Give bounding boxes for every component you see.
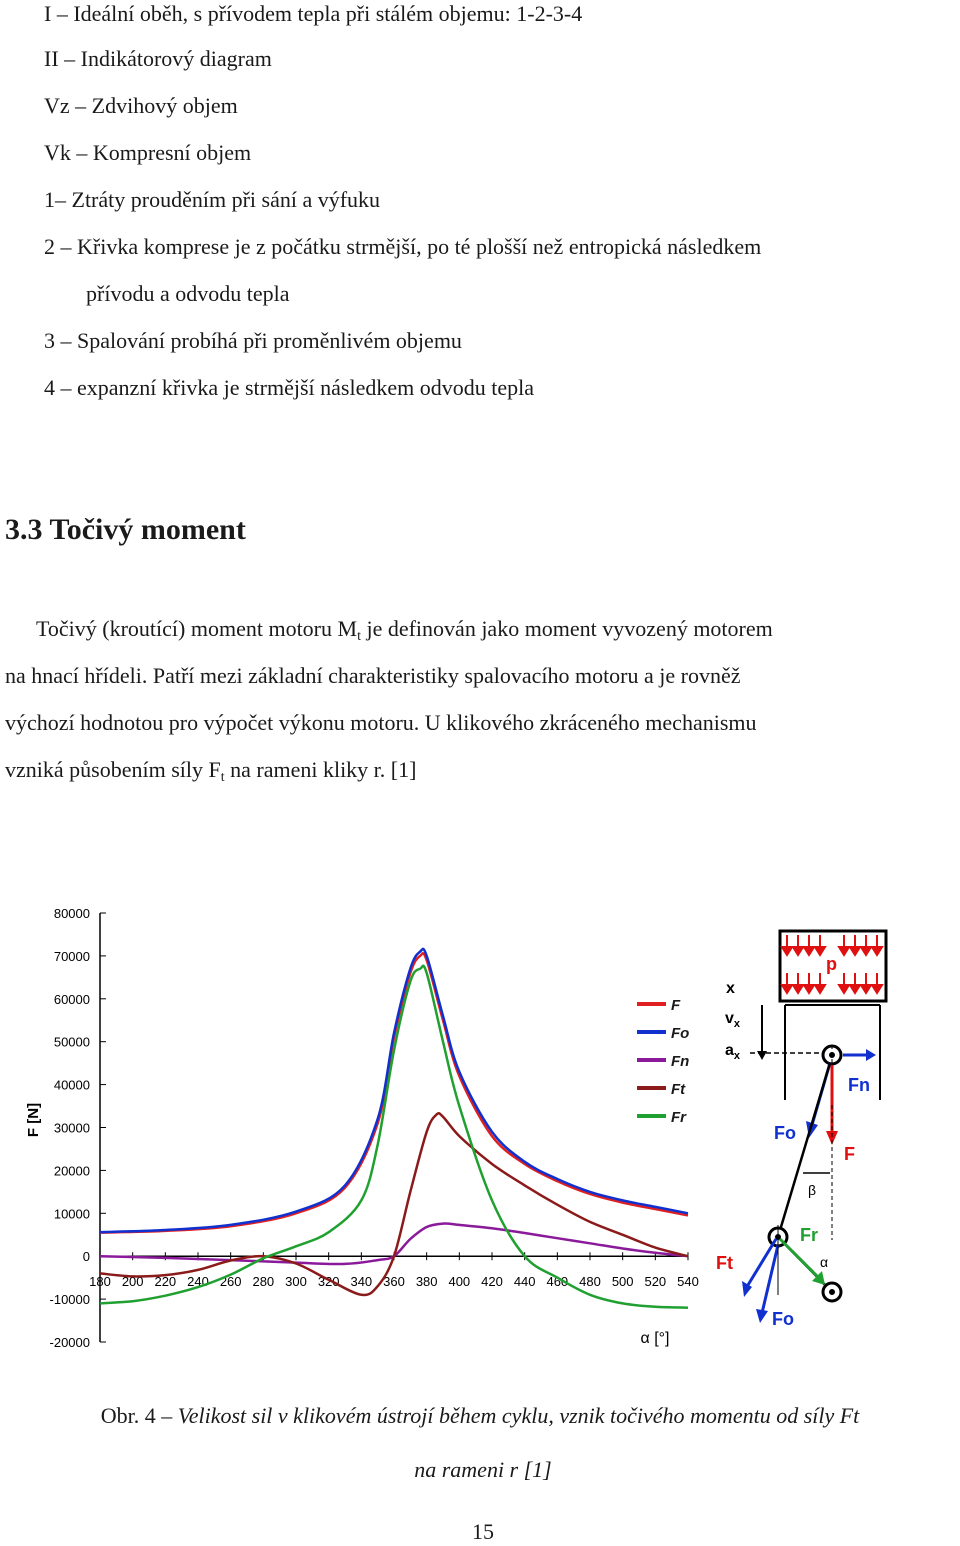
fo-bottom-label: Fo xyxy=(772,1309,794,1329)
crank-mechanism-diagram xyxy=(716,931,886,1329)
x-tick-label: 360 xyxy=(383,1274,405,1290)
paragraph-line-1 xyxy=(36,615,960,643)
x-tick-label: 320 xyxy=(317,1274,340,1290)
x-tick-label: 460 xyxy=(546,1274,569,1290)
f-label: F xyxy=(844,1144,855,1164)
y-axis-label: F [N] xyxy=(25,1102,42,1138)
pressure-label: p xyxy=(826,954,837,974)
legend-line-3: Vz – Zdvihový objem xyxy=(44,93,238,118)
figure xyxy=(0,895,960,1365)
ax-label: $a_x$ xyxy=(725,1042,741,1062)
x-tick-label: 540 xyxy=(677,1274,699,1290)
legend-label-fo: Fo xyxy=(671,1025,690,1042)
x-tick-label: 240 xyxy=(187,1274,209,1290)
x-tick-label: 340 xyxy=(350,1274,373,1290)
y-tick-label: 70000 xyxy=(53,948,90,964)
x-axis-label: α [°] xyxy=(640,1330,670,1347)
text-run: je definován jako moment vyvozený motorem xyxy=(360,616,773,641)
subscript: t xyxy=(220,770,225,785)
force-chart xyxy=(25,906,699,1350)
text-run: Točivý (kroutící) moment motoru M xyxy=(36,616,358,641)
fn-arrowhead xyxy=(866,1049,876,1061)
legend-label-ft: Ft xyxy=(671,1081,686,1098)
x-tick-label: 500 xyxy=(611,1274,634,1290)
crankshaft-dot xyxy=(829,1289,835,1295)
alpha-label: α xyxy=(820,1254,829,1270)
y-tick-label: 40000 xyxy=(53,1077,90,1093)
chart-legend xyxy=(637,997,689,1126)
legend-line-5: 1– Ztráty prouděním při sání a výfuku xyxy=(44,187,381,212)
y-tick-label: 20000 xyxy=(53,1163,90,1179)
caption-text: Velikost sil v klikovém ústrojí během cyklu, vznik točivého momentu od síly Ft xyxy=(177,1403,860,1428)
page-number: 15 xyxy=(472,1519,494,1544)
legend-label-fr: Fr xyxy=(671,1109,686,1126)
x-tick-label: 260 xyxy=(219,1274,242,1290)
legend-line-7: přívodu a odvodu tepla xyxy=(86,281,290,306)
y-tick-label: -10000 xyxy=(49,1292,90,1308)
x-tick-label: 380 xyxy=(415,1274,438,1290)
x-tick-label: 220 xyxy=(154,1274,177,1290)
legend-line-4: Vk – Kompresní objem xyxy=(44,140,252,165)
series-line-ft xyxy=(100,1113,688,1295)
beta-label: β xyxy=(808,1182,817,1198)
legend-line-6: 2 – Křivka komprese je z počátku strmější, po té plošší než entropická následkem xyxy=(44,234,762,259)
x-tick-label: 280 xyxy=(252,1274,275,1290)
x-tick-label: 480 xyxy=(579,1274,601,1290)
section-heading: 3.3 Točivý moment xyxy=(5,513,246,546)
x-tick-label: 520 xyxy=(644,1274,667,1290)
figure-caption xyxy=(0,1402,960,1430)
y-tick-label: 30000 xyxy=(53,1120,90,1136)
y-tick-label: 50000 xyxy=(53,1034,90,1050)
subscript: t xyxy=(357,629,361,644)
y-tick-label: 0 xyxy=(82,1249,90,1265)
paragraph-line-2: na hnací hřídeli. Patří mezi základní charakteristiky spalovacího motoru a je rovněž xyxy=(5,663,741,688)
paragraph-line-3: výchozí hodnotou pro výpočet výkonu motoru. U klikového zkráceného mechanismu xyxy=(5,710,757,735)
x-tick-label: 420 xyxy=(481,1274,503,1290)
fo-top-label: Fo xyxy=(774,1123,796,1143)
fn-label: Fn xyxy=(848,1075,870,1095)
y-tick-label: -20000 xyxy=(49,1335,90,1350)
series-line-f xyxy=(100,953,688,1232)
legend-line-2: II – Indikátorový diagram xyxy=(44,46,272,71)
text-run: na rameni kliky r. [1] xyxy=(224,757,417,782)
vx-label: $v_x$ xyxy=(725,1010,741,1030)
fo-bottom-arrowhead xyxy=(756,1309,768,1323)
x-tick-label: 400 xyxy=(448,1274,471,1290)
x-tick-label: 200 xyxy=(121,1274,144,1290)
legend-label-f: F xyxy=(671,997,681,1014)
caption-prefix: Obr. 4 – xyxy=(100,1403,178,1428)
ft-arrow xyxy=(748,1239,776,1285)
text-run: vzniká působením síly F xyxy=(5,757,221,782)
y-tick-label: 10000 xyxy=(53,1206,90,1222)
ft-label: Ft xyxy=(716,1253,733,1273)
x-tick-label: 300 xyxy=(285,1274,307,1290)
series-line-fo xyxy=(100,949,688,1232)
x-label: x xyxy=(726,980,735,997)
paragraph-line-4 xyxy=(5,756,955,784)
legend-label-fn: Fn xyxy=(671,1053,690,1070)
x-tick-label: 180 xyxy=(89,1274,111,1290)
legend-line-9: 4 – expanzní křivka je strmější následkem odvodu tepla xyxy=(44,375,534,400)
legend-line-8: 3 – Spalování probíhá při proměnlivém objemu xyxy=(44,328,462,353)
y-tick-label: 60000 xyxy=(53,991,90,1007)
legend-line-1: I – Ideální oběh, s přívodem tepla při stálém objemu: 1-2-3-4 xyxy=(44,1,583,26)
figure-caption-line-2: na rameni r [1] xyxy=(414,1457,552,1482)
fr-label: Fr xyxy=(800,1225,818,1245)
x-tick-label: 440 xyxy=(513,1274,536,1290)
y-tick-label: 80000 xyxy=(53,906,90,921)
